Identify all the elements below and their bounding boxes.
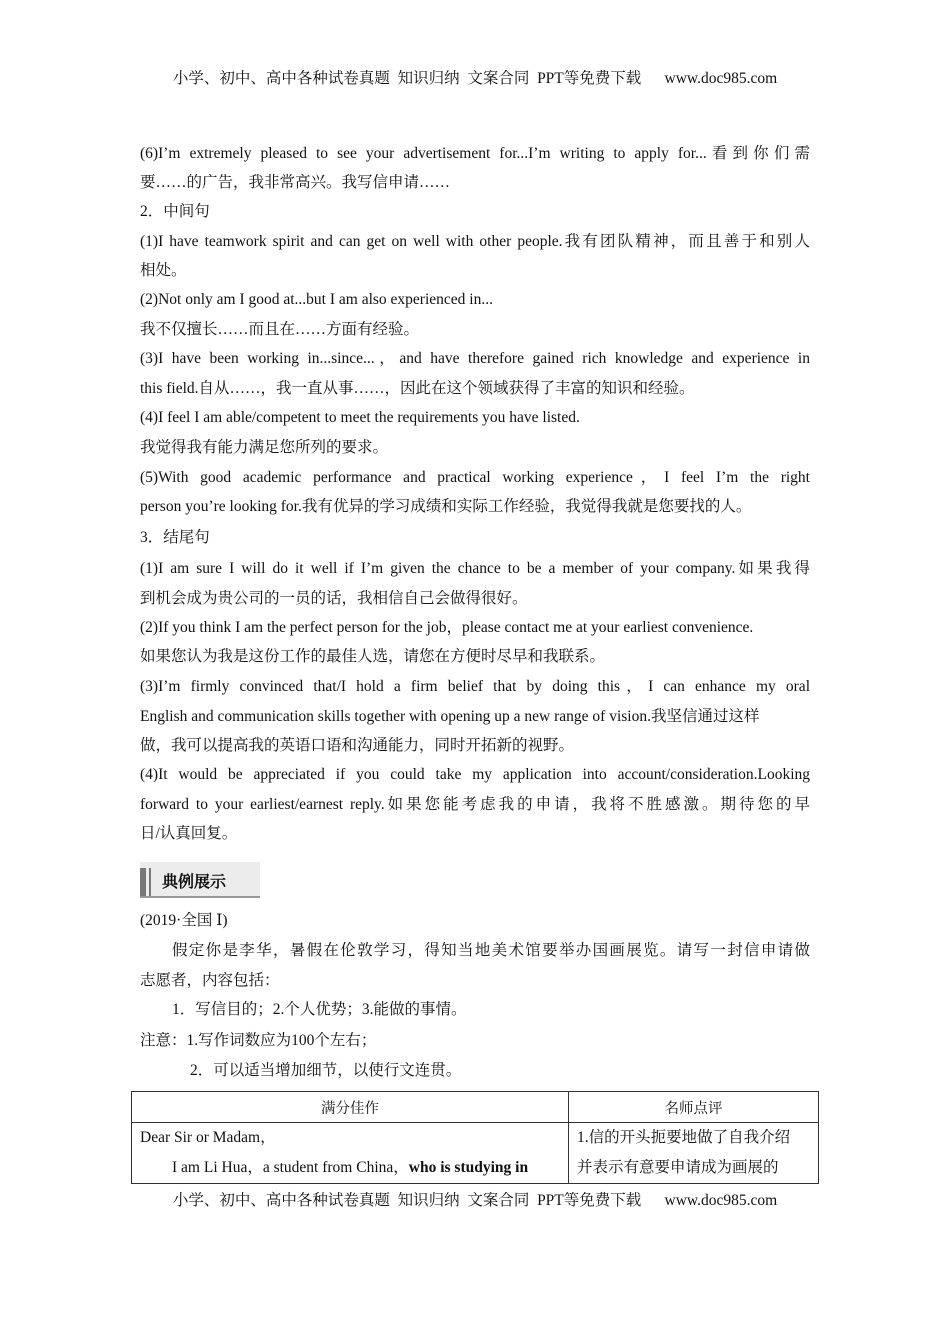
essay-line bbox=[140, 1153, 560, 1183]
text-line: 要……的广告，我非常高兴。我写信申请…… bbox=[140, 174, 451, 191]
comment-line: 1.信的开头扼要地做了自我介绍 bbox=[577, 1129, 791, 1146]
text-line: 到机会成为贵公司的一员的话，我相信自己会做得很好。 bbox=[140, 590, 528, 607]
text-line: forward to your earliest/earnest reply.如果您能考虑我的申请，我将不胜感激。期待您的早 bbox=[140, 796, 810, 813]
comment-cell bbox=[569, 1123, 819, 1184]
example-note-line: 注意：1.写作词数应为100个左右； bbox=[140, 1032, 377, 1049]
essay-cell bbox=[132, 1123, 569, 1184]
section-heading: 3．结尾句 bbox=[140, 529, 210, 546]
example-table bbox=[131, 1091, 819, 1184]
text-line: (4)I feel I am able/competent to meet the requirements you have listed. bbox=[140, 409, 580, 426]
text-line: 我觉得我有能力满足您所列的要求。 bbox=[140, 439, 389, 456]
example-note-line: 2．可以适当增加细节，以使行文连贯。 bbox=[190, 1062, 462, 1079]
section-heading: 2．中间句 bbox=[140, 203, 210, 220]
page-footer: 小学、初中、高中各种试卷真题 知识归纳 文案合同 PPT等免费下载 www.doc985.com bbox=[172, 1192, 778, 1209]
text-line: 做，我可以提高我的英语口语和沟通能力，同时开拓新的视野。 bbox=[140, 737, 575, 754]
text-line: (1)I am sure I will do it well if I’m given the chance to be a member of your company.如果我得 bbox=[140, 560, 810, 577]
text-line: (2)If you think I am the perfect person for the job，please contact me at your earliest convenience. bbox=[140, 619, 754, 636]
text-line: English and communication skills together with opening up a new range of vision.我坚信通过这样 bbox=[140, 708, 760, 725]
page-header: 小学、初中、高中各种试卷真题 知识归纳 文案合同 PPT等免费下载 www.doc985.com bbox=[172, 70, 778, 87]
text-line: 相处。 bbox=[140, 262, 187, 279]
essay-line: Dear Sir or Madam， bbox=[140, 1129, 276, 1146]
text-line: 日/认真回复。 bbox=[140, 825, 238, 842]
text-line: 如果您认为我是这份工作的最佳人选，请您在方便时尽早和我联系。 bbox=[140, 648, 606, 665]
essay-highlight: who is studying in bbox=[408, 1159, 529, 1176]
example-prompt-line: 志愿者，内容包括： bbox=[140, 972, 280, 989]
essay-text: I am Li Hua，a student from China， bbox=[172, 1159, 409, 1176]
text-line: (1)I have teamwork spirit and can get on well with other people.我有团队精神，而且善于和别人 bbox=[140, 233, 810, 250]
text-line: (3)I’m firmly convinced that/I hold a firm belief that by doing this，I can enhance my oral bbox=[140, 678, 810, 695]
banner-bar-decoration bbox=[149, 868, 151, 896]
text-line: 我不仅擅长……而且在……方面有经验。 bbox=[140, 321, 420, 338]
banner-bar-decoration bbox=[140, 868, 146, 896]
text-line: this field.自从……，我一直从事……，因此在这个领域获得了丰富的知识和经验。 bbox=[140, 380, 695, 397]
text-line: person you’re looking for.我有优异的学习成绩和实际工作经验，我觉得我就是您要找的人。 bbox=[140, 498, 752, 515]
table-header-comment: 名师点评 bbox=[569, 1092, 819, 1123]
text-line: (4)It would be appreciated if you could take my application into account/consideration.Looking bbox=[140, 766, 810, 783]
comment-line: 并表示有意要申请成为画展的 bbox=[577, 1159, 779, 1176]
table-header-essay: 满分佳作 bbox=[132, 1092, 569, 1123]
section-banner bbox=[140, 862, 260, 898]
section-banner-title: 典例展示 bbox=[162, 872, 227, 891]
example-prompt-line: 1．写信目的；2.个人优势；3.能做的事情。 bbox=[172, 1001, 467, 1018]
text-line: (6)I’m extremely pleased to see your advertisement for...I’m writing to apply for...看到你们需 bbox=[140, 145, 810, 162]
example-source: (2019·全国 Ⅰ) bbox=[140, 912, 228, 929]
example-prompt-line: 假定你是李华，暑假在伦敦学习，得知当地美术馆要举办国画展览。请写一封信申请做 bbox=[172, 942, 810, 959]
text-line: (5)With good academic performance and practical working experience，I feel I’m the right bbox=[140, 469, 810, 486]
text-line: (3)I have been working in...since...，and have therefore gained rich knowledge and experience in bbox=[140, 350, 810, 367]
text-line: (2)Not only am I good at...but I am also experienced in... bbox=[140, 291, 493, 308]
